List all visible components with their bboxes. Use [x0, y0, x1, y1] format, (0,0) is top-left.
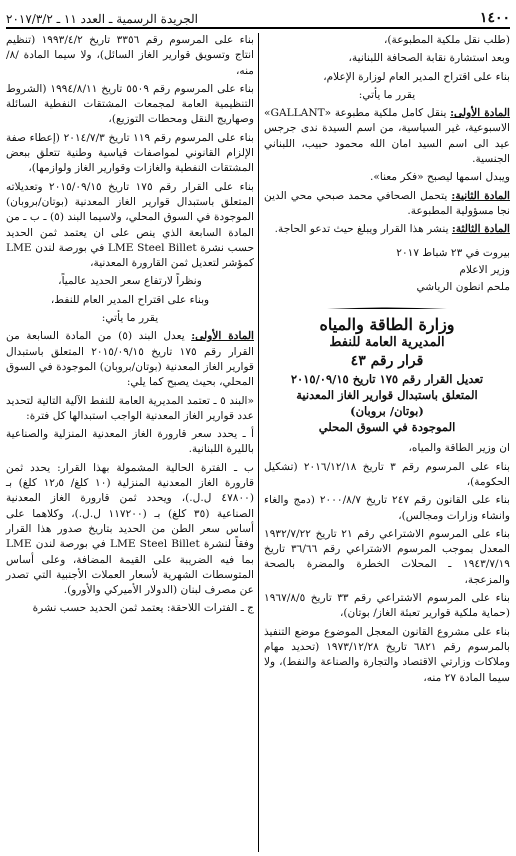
journal-issue: الجريدة الرسمية ـ العدد ١١ ـ ٢٠١٧/٣/٢ — [6, 12, 198, 26]
preamble-line: بناء على القانون رقم ٢٤٧ تاريخ ٢٠٠٠/٨/٧ (دمج والغاء وانشاء وزارات ومجالس)، — [264, 494, 510, 522]
decision-number: قرار رقم ٤٣ — [350, 353, 424, 370]
preamble-line: بناء على المرسوم الاشتراعي رقم ٣٣ تاريخ ١٩٦٧/٨/٥ (حماية ملكية قوارير تعبئة الغاز/ بوتان)، — [264, 592, 510, 620]
right-column — [264, 33, 510, 689]
rename-line: ويبدل اسمها ليصبح «فكر معنا». — [370, 171, 510, 184]
signer-title: وزير الاعلام — [459, 263, 510, 276]
article-1 — [6, 329, 254, 390]
column-divider — [258, 33, 259, 852]
decision-subject: المتعلق باستبدال قوارير الغاز المعدنية — [296, 388, 478, 403]
header-rule — [6, 27, 510, 29]
item-5: «البند ٥ ـ تعتمد المديرية العامة للنفط الآلية التالية لتحديد عدد قوارير الغاز المعدنية الواجب استبدالها كل فترة: — [6, 394, 254, 422]
text-line: بناء على اقتراح المدير العام لوزارة الإعلام، — [323, 70, 510, 83]
preamble-line: بناء على القرار رقم ١٧٥ تاريخ ٢٠١٥/٠٩/١٥ وتعديلاته المتعلق باستبدال قوارير الغاز المعدنية (بوتان/بروبان) الموجودة في السوق المحلي، ولاسيما البند (٥) ـ ب ـ من المادة السابعة الذي ينص على ان يعتمد ثمن الحديد حسب نشرة LME Steel Billet في بورصة لندن LME كمؤشر لتعديل ثمن القارورة المعدنية، — [6, 180, 254, 270]
preamble-line: بناء على المرسوم رقم ٣ تاريخ ٢٠١٦/١٢/١٨ (تشكيل الحكومة)، — [264, 460, 510, 488]
place-date: بيروت في ٢٣ شباط ٢٠١٧ — [396, 246, 510, 259]
article-text: ينقل كامل ملكية مطبوعة «GALLANT» الاسبوعية، غير السياسية، من اسم السيدة ندى جرجس عيد الى اسم السيد امان الله محمود حبيب، اللبناني الجنسية. — [264, 107, 510, 166]
item-b: ب ـ الفترة الحالية المشمولة بهذا القرار: يحدد ثمن قارورة الغاز المعدنية المنزلية (١٠ كلغ/ ١٢٫٥ كلغ) بـ (٤٧٨٠٠ ل.ل.)، ويحدد ثمن قارورة الغاز المعدنية الصناعية (٣٥ كلغ) بـ (١١٧٢٠٠ ل.ل.)، وكلاهما على أساس سعر الطن من الحديد بتاريخ صدور هذا القرار وفقاً لنشرة LME Steel Billet في بورصة لندن LME بما فيه الضريبة على القيمة المضافة، وعلى أساس المتوسطات الشهرية لأسعار العملات الأجنبية التي تصدر عن مصرف لبنان (الدولار الأميركي والأورو). — [6, 461, 255, 597]
article-3 — [264, 222, 510, 237]
article-2 — [264, 189, 510, 220]
decision-subject: (بوتان/ بروبان) — [350, 404, 424, 419]
item-c: ج ـ الفترات اللاحقة: يعتمد ثمن الحديد حسب نشرة — [32, 602, 254, 615]
article-label: المادة الثانية: — [451, 189, 511, 202]
preamble-line: بناء على المرسوم رقم ٣٣٥٦ تاريخ ١٩٩٣/٤/٢ (تنظيم انتاج وتسويق قوارير الغاز السائل)، ولا سيما المادة /٨/ منه، — [6, 34, 254, 77]
preamble-line: بناء على المرسوم رقم ٥٥٠٩ تاريخ ١٩٩٤/٨/١١ (الشروط التنظيمية العامة لمجمعات المشتقات النفطية السائلة وصهاريج النقل ومحطات التوزيع)، — [6, 82, 254, 126]
decision-subject: الموجودة في السوق المحلي — [318, 420, 456, 435]
article-text: يعدل البند (٥) من المادة السابعة من القرار رقم ١٧٥ تاريخ ٢٠١٥/٠٩/١٥ المتعلق باستبدال قوارير الغاز المعدنية (بوتان/بروبان) الموجودة في السوق المحلي، بحيث يصبح كما يلي: — [6, 330, 254, 389]
signature-block — [264, 246, 510, 296]
preamble-line: بناء على مشروع القانون المعجل الموضوع موضع التنفيذ بالمرسوم رقم ٦٨٢١ تاريخ ١٩٧٣/١٢/٢٨ (تحديد مهام وملاكات وزارتي الاقتصاد والتجارة والصناعة والنفط)، ولا سيما المادة ٢٧ منه، — [264, 625, 510, 684]
decision-subject: تعديل القرار رقم ١٧٥ تاريخ ٢٠١٥/٠٩/١٥ — [290, 372, 484, 387]
page-number: ١٤٠٠ — [479, 10, 510, 26]
decides-line: يقرر ما يأتي: — [358, 88, 416, 101]
ministry-title: وزارة الطاقة والمياه — [319, 315, 455, 335]
preamble-line: ان وزير الطاقة والمياه، — [408, 442, 510, 455]
article-1 — [264, 106, 510, 167]
decides-line: يقرر ما يأتي: — [101, 312, 159, 325]
article-text: ينشر هذا القرار ويبلغ حيث تدعو الحاجة. — [274, 223, 449, 236]
item-a: أ ـ يحدد سعر قارورة الغاز المعدنية المنزلية والصناعية بالليرة اللبنانية. — [6, 428, 254, 456]
text-line: (طلب نقل ملكية المطبوعة)، — [383, 34, 510, 46]
section-divider — [327, 305, 447, 311]
text-line: وبعد استشارة نقابة الصحافة اللبنانية، — [348, 52, 510, 65]
preamble-line: ونظراً لارتفاع سعر الحديد عالمياً، — [58, 275, 202, 288]
article-label: المادة الأولى: — [191, 330, 254, 343]
article-label: المادة الأولى: — [450, 107, 510, 120]
article-text: يتحمل الصحافي محمد صبحي محي الدين نجا مسؤولية المطبوعة. — [264, 189, 510, 217]
preamble-line: بناء على المرسوم الاشتراعي رقم ٢١ تاريخ ١٩٣٢/٧/٢٢ المعدل بموجب المرسوم الاشتراعي رقم ٣٦/٦٦ تاريخ ١٩٤٣/٧/١٩ ـ المحلات الخطرة والمضرة بالصحة والمزعجة، — [264, 527, 510, 586]
directorate-title: المديرية العامة للنفط — [329, 334, 445, 350]
signer-name: ملحم انطون الرياشي — [416, 281, 510, 294]
left-column — [6, 33, 254, 620]
article-label: المادة الثالثة: — [451, 223, 510, 236]
page-header — [6, 4, 510, 26]
preamble-line: بناء على المرسوم رقم ١١٩ تاريخ ٢٠١٤/٧/٣ (إعطاء صفة الإلزام القانوني لمواصفات قياسية وطنية تتعلق ببعض المشتقات النفطية والغازات وقوارير الغاز ولوازمها)، — [6, 131, 254, 175]
preamble-line: وبناء على اقتراح المدير العام للنفط، — [50, 293, 210, 306]
